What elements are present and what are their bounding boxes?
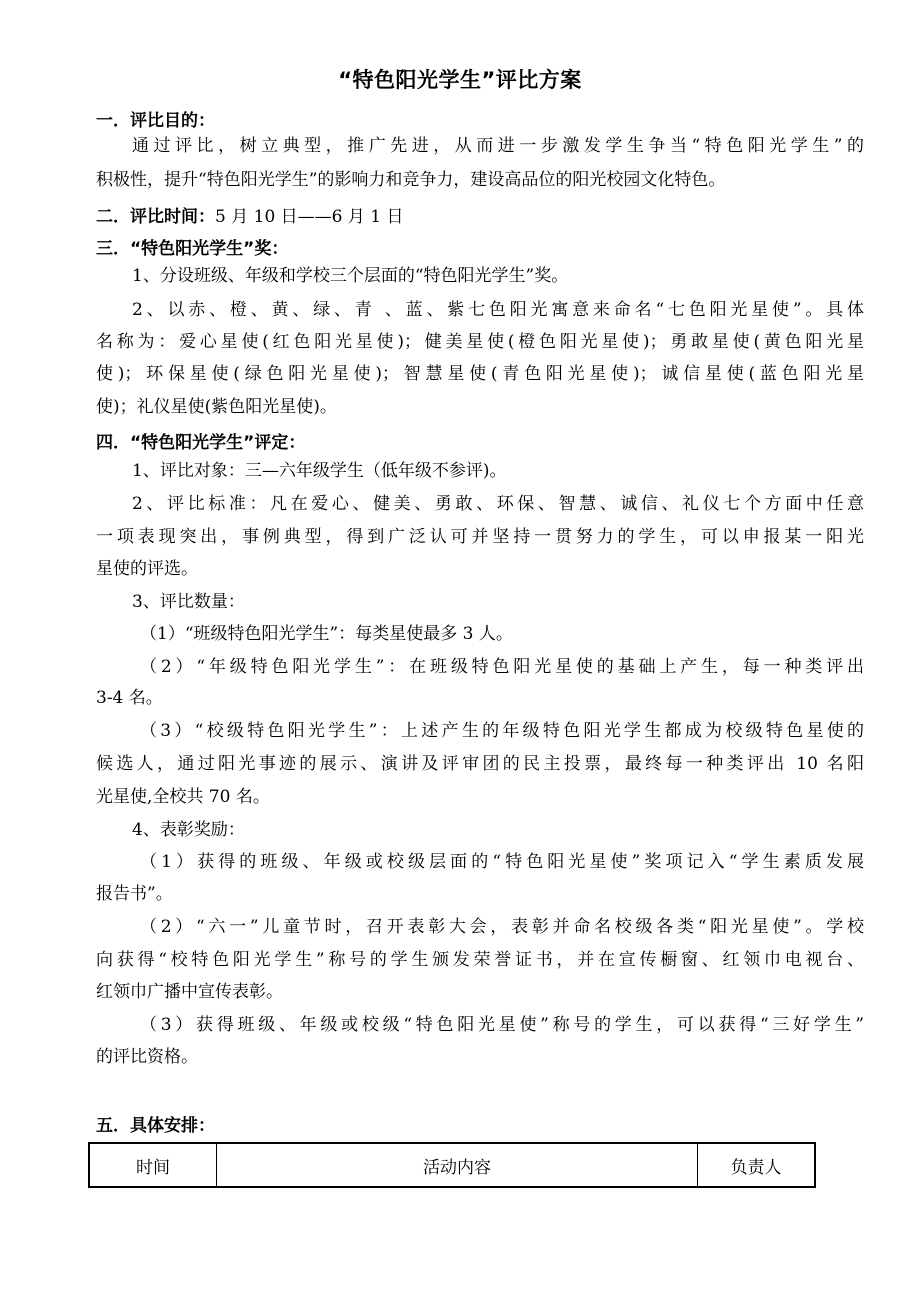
paragraph-line: 候选人，通过阳光事迹的展示、演讲及评审团的民主投票，最终每一种类评出 10 名阳 <box>96 754 864 774</box>
paragraph-line: 2、以赤、橙、黄、绿、青 、蓝、紫七色阳光寓意来命名“七色阳光星使”。具体 <box>132 300 864 320</box>
paragraph-line: 3-4 名。 <box>96 688 163 708</box>
paragraph-line: 名称为：爱心星使(红色阳光星使)；健美星使(橙色阳光星使)；勇敢星使(黄色阳光星 <box>96 332 864 352</box>
section-heading-evaluation: 四．“特色阳光学生”评定： <box>96 433 306 453</box>
section-heading-time-label: 二．评比时间： <box>96 207 215 227</box>
section-time-value: 5 月 10 日——6 月 1 日 <box>215 207 404 227</box>
paragraph-line: 红领巾广播中宣传表彰。 <box>96 982 283 1002</box>
paragraph-line: 使)；环保星使(绿色阳光星使)；智慧星使(青色阳光星使)；诚信星使(蓝色阳光星 <box>96 364 864 384</box>
paragraph-line: 使)；礼仪星使(紫色阳光星使)。 <box>96 397 337 417</box>
section-heading-purpose: 一．评比目的： <box>96 111 215 131</box>
paragraph-line: （2）“六一”儿童节时，召开表彰大会，表彰并命名校级各类“阳光星使”。学校 <box>140 917 864 937</box>
paragraph-line: （1）“班级特色阳光学生”：每类星使最多 3 人。 <box>140 624 513 644</box>
paragraph-line: 通过评比，树立典型，推广先进，从而进一步激发学生争当“特色阳光学生”的 <box>132 136 864 156</box>
paragraph-line: 3、评比数量： <box>132 592 245 612</box>
paragraph-line: （3）“校级特色阳光学生”：上述产生的年级特色阳光学生都成为校级特色星使的 <box>140 721 864 741</box>
paragraph-line: 的评比资格。 <box>96 1047 198 1067</box>
paragraph-line: 报告书”。 <box>96 884 173 904</box>
schedule-table <box>88 1142 816 1188</box>
paragraph-line: （2）“年级特色阳光学生”：在班级特色阳光星使的基础上产生，每一种类评出 <box>140 657 864 677</box>
table-header-row <box>89 1143 815 1187</box>
paragraph-line: 向获得“校特色阳光学生”称号的学生颁发荣誉证书，并在宣传橱窗、红领巾电视台、 <box>96 950 864 970</box>
table-header-time: 时间 <box>89 1143 217 1187</box>
section-heading-award: 三．“特色阳光学生”奖： <box>96 239 289 259</box>
section-heading-arrangement: 五．具体安排： <box>96 1116 215 1136</box>
paragraph-line: 积极性，提升“特色阳光学生”的影响力和竞争力，建设高品位的阳光校园文化特色。 <box>96 170 726 190</box>
table-header-content: 活动内容 <box>217 1143 698 1187</box>
paragraph-line: 星使的评选。 <box>96 559 198 579</box>
paragraph-line: 1、评比对象：三—六年级学生（低年级不参评)。 <box>132 461 507 481</box>
paragraph-line: 4、表彰奖励： <box>132 820 245 840</box>
paragraph-line: 2、评比标准：凡在爱心、健美、勇敢、环保、智慧、诚信、礼仪七个方面中任意 <box>132 494 864 514</box>
table-header-owner: 负责人 <box>698 1143 816 1187</box>
paragraph-line: 1、分设班级、年级和学校三个层面的“特色阳光学生”奖。 <box>132 266 569 286</box>
paragraph-line: 光星使,全校共 70 名。 <box>96 787 270 807</box>
paragraph-line: （3）获得班级、年级或校级“特色阳光星使”称号的学生，可以获得“三好学生” <box>140 1015 865 1035</box>
document-title: “特色阳光学生”评比方案 <box>338 68 582 92</box>
section-heading-time <box>96 202 404 227</box>
paragraph-line: 一项表现突出，事例典型，得到广泛认可并坚持一贯努力的学生，可以申报某一阳光 <box>96 527 864 547</box>
paragraph-line: （1）获得的班级、年级或校级层面的“特色阳光星使”奖项记入“学生素质发展 <box>140 852 864 872</box>
